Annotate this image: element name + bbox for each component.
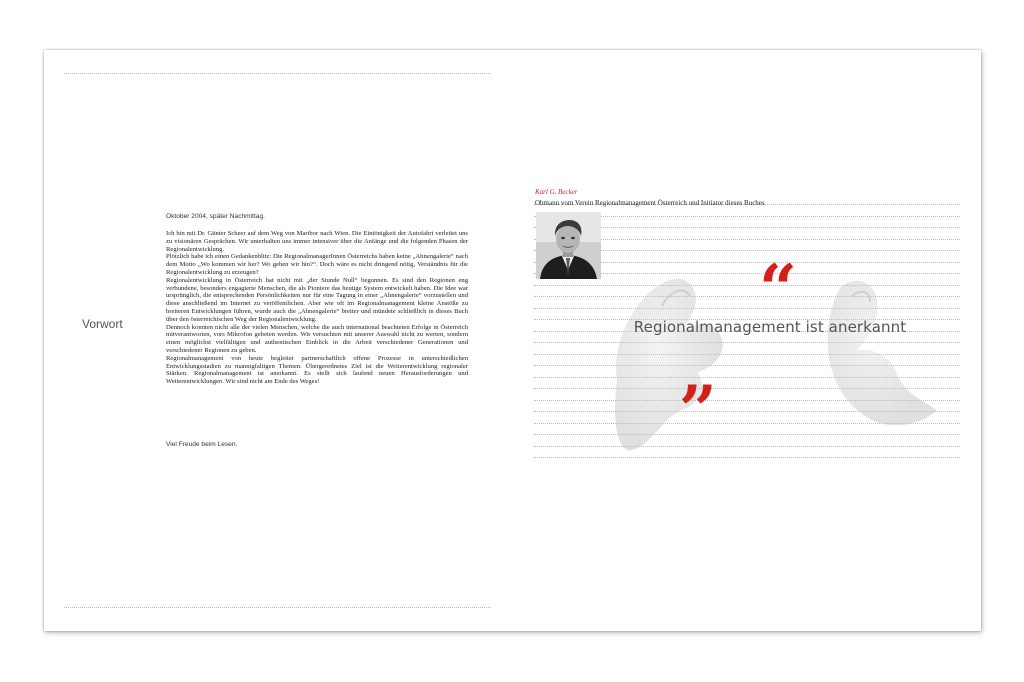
paragraph: Regionalmanagement von heute begleitet partnerschaftlich offene Prozesse in unterschiedlichen Entwicklungsstadien zu mannigfaltigen Themen. Übergeordnetes Ziel ist die Weiterentwicklung regionaler Stärken. Regionalmanagement ist anerkannt. Es stellt sich laufend neuen Herausforderungen und Weiterentwicklungen. Wir sind nicht am Ende des Weges!: [166, 354, 468, 386]
left-page: [44, 50, 512, 631]
guide-rule: [534, 423, 960, 424]
guide-rule: [534, 377, 960, 378]
guide-rule: [534, 411, 960, 412]
hands-illustration: [512, 50, 981, 631]
section-title: Vorwort: [82, 317, 123, 331]
pull-quote: Regionalmanagement ist anerkannt: [633, 318, 907, 336]
guide-rule: [534, 388, 960, 389]
opening-quote-icon: “: [759, 250, 797, 328]
top-rule: [64, 73, 491, 74]
right-page: [512, 50, 981, 631]
guide-rule: [534, 354, 960, 355]
foreword-body: [166, 230, 468, 386]
guide-rule: [534, 308, 960, 309]
guide-rule: [534, 285, 960, 286]
paragraph: Dennoch konnten nicht alle der vielen Menschen, welche die auch international beachteten Erfolge in Österreich mitverantworten, vors Mikrofon gebeten werden. Wir versuchten mit unserer Auswahl nicht zu werten, sondern einen möglichst vielfältigen und authentischen Einblick in die Arbeit verschiedener Generationen und verschiedener Regionen zu geben.: [166, 323, 468, 354]
closing-quote-icon: „: [680, 333, 718, 411]
guide-rule: [534, 434, 960, 435]
paragraph: Ich bin mit Dr. Günter Scheer auf dem Weg von Maribor nach Wien. Die Eintönigkeit der Autofahrt verleitet uns zu visionären Gesprächen. Wir unterhalten uns immer intensiver über die Anfänge und die folgenden Phasen der Regionalentwicklung.: [166, 230, 468, 253]
author-role: Obmann vom Verein Regionalmanagement Österreich und Initiator dieses Buches: [535, 199, 765, 207]
guide-rule: [534, 446, 960, 447]
guide-rule: [534, 365, 960, 366]
paragraph: Plötzlich habe ich einen Gedankenblitz: Die RegionalmanagerInnen Österreichs haben keine „Ahnengalerie“ nach dem Motto „Wo kommen wir her? Wo gehen wir hin?“. Doch wäre es nicht dringend nötig, Verständnis für die Regionalentwicklung zu erzeugen?: [166, 253, 468, 276]
closing-line: Viel Freude beim Lesen.: [166, 441, 238, 448]
book-spread: [44, 50, 981, 631]
paragraph: Regionalentwicklung in Österreich hat nicht mit „der Stunde Null“ begonnen. Es sind den Regionen eng verbundene, besonders engagierte Menschen, die als Pioniere das heutige System entwickelt haben. Die Idee war ursprünglich, die entsprechenden Persönlichkeiten nur für eine Tagung in einer „Ahnengalerie“ vorzustellen und diese anschließend im Internet zu veröffentlichen. Aber wie oft im Regionalmanagement kleine Anstöße zu breiteren Entwicklungen führen, wurde auch die „Ahnengalerie“ breiter und mündete schließlich in dieses Buch über den österreichischen Weg der Regionalentwicklung.: [166, 276, 468, 323]
guide-rule: [534, 342, 960, 343]
author-name: Karl G. Becker: [535, 188, 578, 196]
bottom-rule: [64, 607, 491, 608]
dateline: Oktober 2004, später Nachmittag.: [166, 213, 265, 220]
guide-rule: [534, 296, 960, 297]
portrait-image: [536, 212, 601, 279]
author-portrait: [536, 212, 601, 279]
guide-rule: [534, 457, 960, 458]
guide-rule: [534, 400, 960, 401]
